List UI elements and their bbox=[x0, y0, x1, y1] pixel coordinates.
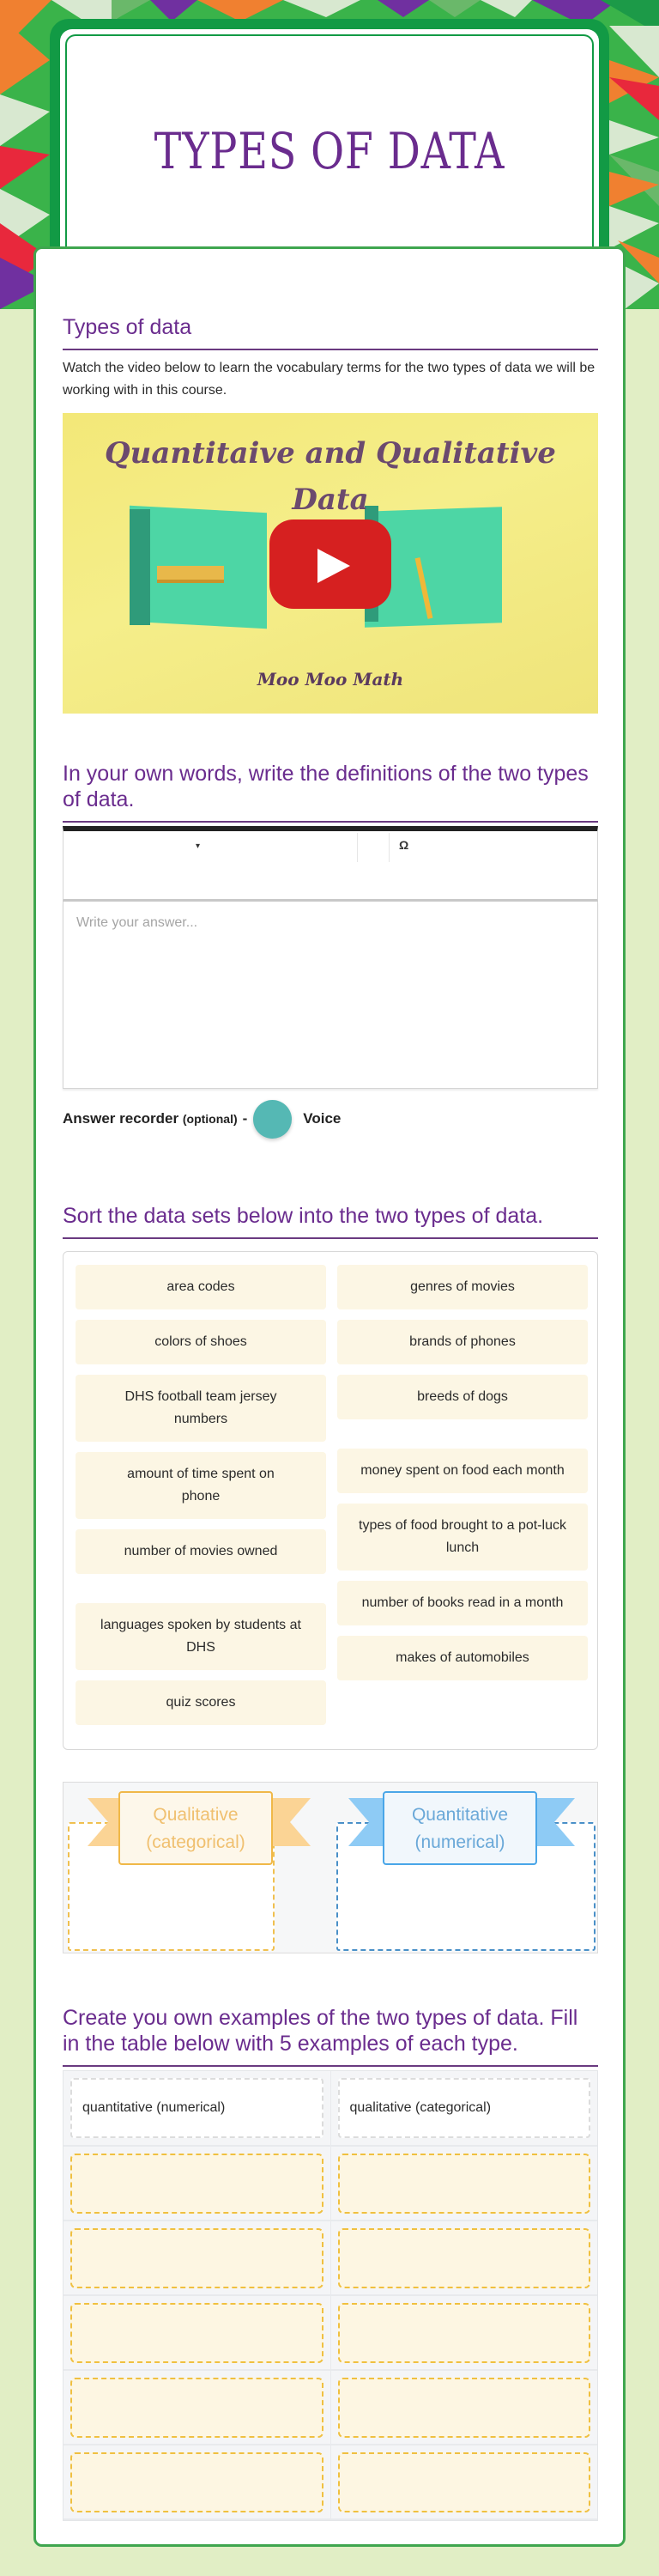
editor-toolbar bbox=[63, 826, 598, 902]
page-title: TYPES OF DATA bbox=[154, 122, 505, 180]
category-label-quantitative bbox=[383, 1791, 537, 1865]
example-input-quantitative-3[interactable] bbox=[70, 2303, 323, 2363]
video-title-line1: Quantitaive and Qualitative bbox=[105, 436, 556, 471]
example-input-qualitative-2[interactable] bbox=[338, 2228, 591, 2288]
table-cell bbox=[63, 2296, 331, 2369]
example-input-quantitative-5[interactable] bbox=[70, 2452, 323, 2512]
section-description: Watch the video below to learn the vocabulary terms for the two types of data we will be working with in this course. bbox=[63, 361, 596, 398]
table-row bbox=[63, 2445, 597, 2520]
video-panel-left-fold bbox=[130, 509, 150, 625]
example-input-quantitative-1[interactable] bbox=[70, 2154, 323, 2214]
table-row bbox=[63, 2147, 597, 2221]
example-input-qualitative-3[interactable] bbox=[338, 2303, 591, 2363]
draggable-item[interactable]: number of books read in a month bbox=[337, 1581, 588, 1625]
table-cell bbox=[63, 2371, 331, 2444]
section-title-examples: Create you own examples of the two types of data. Fill in the table below with 5 examples of each type. bbox=[63, 2005, 598, 2067]
ruler-icon bbox=[157, 566, 224, 583]
sort-column-right bbox=[337, 1265, 588, 1691]
draggable-item[interactable]: genres of movies bbox=[337, 1265, 588, 1309]
category-label-qualitative bbox=[118, 1791, 273, 1865]
optional-label: (optional) bbox=[182, 1112, 238, 1126]
table-cell bbox=[63, 2221, 331, 2294]
sort-column-left bbox=[76, 1265, 326, 1735]
draggable-item[interactable]: colors of shoes bbox=[76, 1320, 326, 1364]
draggable-item[interactable]: number of movies owned bbox=[76, 1529, 326, 1574]
table-cell bbox=[331, 2147, 598, 2220]
example-input-qualitative-5[interactable] bbox=[338, 2452, 591, 2512]
answer-recorder-label bbox=[63, 1110, 238, 1127]
video-credit: Moo Moo Math bbox=[257, 669, 404, 690]
section-examples bbox=[63, 2005, 598, 2067]
category-drop-panel bbox=[63, 1782, 598, 1953]
draggable-item[interactable]: brands of phones bbox=[337, 1320, 588, 1364]
table-cell bbox=[63, 2147, 331, 2220]
draggable-item[interactable]: DHS football team jersey numbers bbox=[76, 1375, 326, 1442]
recorder-dash: - bbox=[242, 1110, 248, 1127]
category-label-line: (numerical) bbox=[414, 1832, 505, 1852]
table-header-cell bbox=[63, 2071, 331, 2145]
draggable-item[interactable]: amount of time spent on phone bbox=[76, 1452, 326, 1519]
draggable-item[interactable]: quiz scores bbox=[76, 1680, 326, 1725]
toolbar-divider bbox=[357, 833, 358, 862]
example-input-qualitative-1[interactable] bbox=[338, 2154, 591, 2214]
special-character-icon[interactable]: Ω bbox=[399, 838, 409, 852]
table-header-cell bbox=[331, 2071, 598, 2145]
voice-label: Voice bbox=[303, 1110, 342, 1127]
draggable-item[interactable]: types of food brought to a pot-luck lunch bbox=[337, 1504, 588, 1571]
category-label-line: Quantitative bbox=[411, 1805, 509, 1825]
answer-textarea[interactable] bbox=[76, 915, 584, 1074]
video-title-line2: Data bbox=[292, 483, 369, 517]
section-title-types-of-data: Types of data bbox=[63, 314, 598, 350]
table-row bbox=[63, 2296, 597, 2371]
table-cell bbox=[331, 2445, 598, 2518]
youtube-video-embed[interactable] bbox=[63, 413, 598, 714]
header-qualitative: qualitative (categorical) bbox=[338, 2078, 591, 2138]
table-cell bbox=[331, 2296, 598, 2369]
examples-table bbox=[63, 2070, 598, 2521]
example-input-quantitative-4[interactable] bbox=[70, 2378, 323, 2438]
format-dropdown-caret-icon[interactable]: ▾ bbox=[196, 841, 201, 851]
draggable-item[interactable]: makes of automobiles bbox=[337, 1636, 588, 1680]
toolbar-divider bbox=[389, 833, 390, 862]
ribbon-qualitative bbox=[63, 1798, 330, 1852]
ribbon-quantitative bbox=[331, 1798, 597, 1852]
section-sort bbox=[63, 1203, 598, 1239]
table-header-row bbox=[63, 2071, 597, 2147]
voice-record-button[interactable] bbox=[253, 1100, 292, 1139]
draggable-item[interactable]: money spent on food each month bbox=[337, 1449, 588, 1493]
section-title-definitions: In your own words, write the definitions of the two types of data. bbox=[63, 761, 598, 823]
video-title bbox=[63, 430, 598, 523]
section-title-sort: Sort the data sets below into the two types of data. bbox=[63, 1203, 598, 1239]
category-label-line: (categorical) bbox=[146, 1832, 245, 1852]
answer-recorder bbox=[63, 1099, 341, 1139]
example-input-qualitative-4[interactable] bbox=[338, 2378, 591, 2438]
answer-text-area-wrapper bbox=[63, 902, 598, 1089]
table-row bbox=[63, 2221, 597, 2296]
title-banner bbox=[50, 19, 609, 276]
youtube-play-icon[interactable] bbox=[269, 519, 391, 609]
table-cell bbox=[63, 2445, 331, 2518]
category-label-line: Qualitative bbox=[153, 1805, 239, 1825]
table-cell bbox=[331, 2371, 598, 2444]
table-cell bbox=[331, 2221, 598, 2294]
section-definitions bbox=[63, 761, 598, 823]
header-quantitative: quantitative (numerical) bbox=[70, 2078, 323, 2138]
draggable-item[interactable]: breeds of dogs bbox=[337, 1375, 588, 1419]
section-video bbox=[63, 314, 598, 402]
rich-text-editor bbox=[63, 826, 598, 1089]
worksheet-card bbox=[33, 246, 626, 2547]
sortable-items-container bbox=[63, 1251, 598, 1750]
table-row bbox=[63, 2371, 597, 2445]
draggable-item[interactable]: area codes bbox=[76, 1265, 326, 1309]
example-input-quantitative-2[interactable] bbox=[70, 2228, 323, 2288]
draggable-item[interactable]: languages spoken by students at DHS bbox=[76, 1603, 326, 1670]
answer-recorder-label-text: Answer recorder bbox=[63, 1110, 179, 1127]
